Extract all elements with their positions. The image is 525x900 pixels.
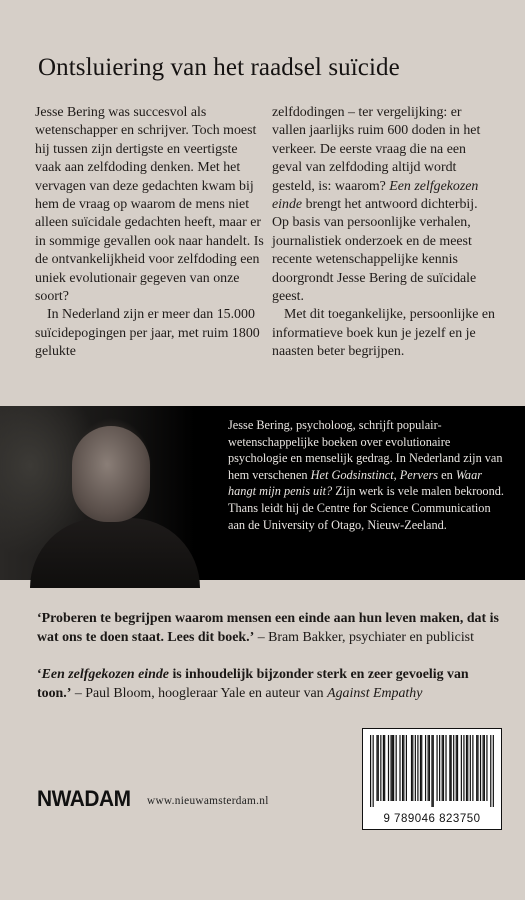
barcode-bar (451, 735, 452, 801)
barcode-bar (421, 735, 422, 801)
book-title: Een zelfgekozen einde (272, 178, 479, 213)
bio-book-title: Waar hangt mijn penis uit? (228, 467, 483, 499)
barcode-bar (376, 735, 377, 801)
barcode-bar (370, 735, 371, 807)
barcode-bar (442, 735, 443, 801)
blurb-paragraph-4: Met dit toegankelijke, persoonlijke en informatieve boek kun je jezelf en je naasten beter begrijpen. (272, 307, 496, 360)
barcode-bar (453, 735, 454, 801)
barcode-bar (466, 735, 467, 801)
bio-book-title: Pervers (399, 467, 439, 482)
barcode-bar (403, 735, 404, 801)
author-photo-head (72, 426, 150, 522)
barcode-bar (428, 735, 429, 801)
barcode-bar (411, 735, 412, 801)
quote-text: is inhoudelijk bijzonder sterk en zeer gevoelig van toon.’ (37, 667, 469, 701)
barcode-bar (443, 735, 444, 801)
barcode-bar (390, 735, 391, 801)
barcode-bar (439, 735, 440, 801)
barcode-bar (470, 735, 471, 801)
blurb-paragraph-3 (272, 104, 498, 306)
barcode-bar (449, 735, 450, 801)
barcode-bar (472, 735, 473, 801)
quote-attribution-book: Against Empathy (327, 685, 423, 701)
isbn-barcode (362, 728, 502, 830)
author-photo-shoulders (30, 518, 200, 588)
barcode-bar (482, 735, 483, 801)
blurb-text: brengt het antwoord dichterbij. Op basis van persoonlijke verhalen, journalistiek onderzoek en de meest recente wetenschappelijke kennis doorgrondt Jesse Bering de suïcidale geest. (272, 197, 478, 305)
blurb-paragraph-1: Jesse Bering was succesvol als wetenschapper en schrijver. Toch moest hij tussen zijn dertigste en veertigste vaak aan zelfdoding denken. Met het vervagen van deze gedachten kwam bij hem de vraag op waarom de mens niet alleen suïcidale gedachten heeft, maar er in sommige gevallen ook naar handelt. Is de ontvankelijkheid voor zelfdoding een uniek evolutionair gegeven van onze soort? (35, 105, 264, 305)
isbn-number: 9 789046 823750 (383, 813, 481, 825)
barcode-bar (484, 735, 485, 801)
barcode-bar (388, 735, 389, 801)
bio-book-title: Het Godsinstinct (310, 467, 394, 482)
publisher-website: www.nieuwamsterdam.nl (147, 795, 269, 807)
barcode-bar (378, 735, 379, 801)
barcode-bar (373, 735, 374, 807)
barcode-bar (396, 735, 397, 801)
quote-text: ‘Proberen te begrijpen waarom mensen een einde aan hun leven maken, dat is wat ons te doen staat. Lees dit boek.’ (37, 611, 499, 645)
barcode-bar (467, 735, 468, 801)
author-band (0, 406, 525, 580)
barcode-bar (436, 735, 437, 801)
barcode-bar (383, 735, 384, 801)
barcode-bar (417, 735, 418, 801)
barcode-bar (399, 735, 400, 801)
barcode-bar (412, 735, 413, 801)
blurb-column-left (35, 104, 267, 362)
bio-text: , (393, 467, 400, 482)
author-bio (228, 417, 508, 533)
barcode-bar (392, 735, 393, 801)
quote-attribution: – Bram Bakker, psychiater en publicist (254, 629, 474, 645)
barcode-bar (415, 735, 416, 801)
author-photo (0, 406, 195, 580)
barcode-bar (393, 735, 394, 801)
barcode-bar (445, 735, 446, 801)
barcode-bar (490, 735, 491, 807)
review-quote-1 (37, 610, 499, 647)
barcode-bar (477, 735, 478, 801)
barcode-bar (402, 735, 403, 801)
barcode-bar (380, 735, 381, 801)
barcode-bar (457, 735, 458, 801)
back-cover-title: Ontsluiering van het raadsel suïcide (38, 54, 400, 81)
barcode-bar (406, 735, 407, 801)
barcode-bar (456, 735, 457, 801)
bio-text: en (438, 467, 456, 482)
barcode-bar (433, 735, 434, 807)
barcode-bars (370, 735, 494, 807)
quote-attribution: – Paul Bloom, hoogleraar Yale en auteur van (71, 685, 328, 701)
barcode-bar (480, 735, 481, 801)
bio-text: Jesse Bering, psycholoog, schrijft populair-wetenschappelijke boeken over evolutionaire psychologie en menselijk gedrag. In Nederland zijn van hem verschenen (228, 418, 503, 482)
barcode-bar (493, 735, 494, 807)
barcode-bar (463, 735, 464, 801)
blurb-column-right (272, 104, 498, 362)
barcode-bar (420, 735, 421, 801)
barcode-bar (461, 735, 462, 801)
barcode-bar (486, 735, 487, 801)
barcode-bar (425, 735, 426, 801)
barcode-bar (476, 735, 477, 801)
quote-book-title: Een zelfgekozen einde (41, 667, 169, 682)
barcode-bar (429, 735, 430, 801)
barcode-bar (431, 735, 432, 807)
quote-mark: ‘ (37, 667, 42, 682)
review-quote-2 (37, 666, 499, 703)
blurb-text: zelfdodingen – ter vergelijking: er vallen jaarlijks ruim 600 doden in het verkeer. De eerste vraag die na een geval van zelfdoding altijd wordt gesteld, is: waarom? (272, 105, 481, 194)
blurb-paragraph-2: In Nederland zijn er meer dan 15.000 suïcidepogingen per jaar, met ruim 1800 gelukte (35, 307, 260, 360)
bio-text: Zijn werk is vele malen bekroond. Thans leidt hij de Centre for Science Communication aan de University of Otago, Nieuw-Zeeland. (228, 484, 504, 532)
barcode-bar (384, 735, 385, 801)
publisher-logo: NWADAM (37, 786, 131, 811)
